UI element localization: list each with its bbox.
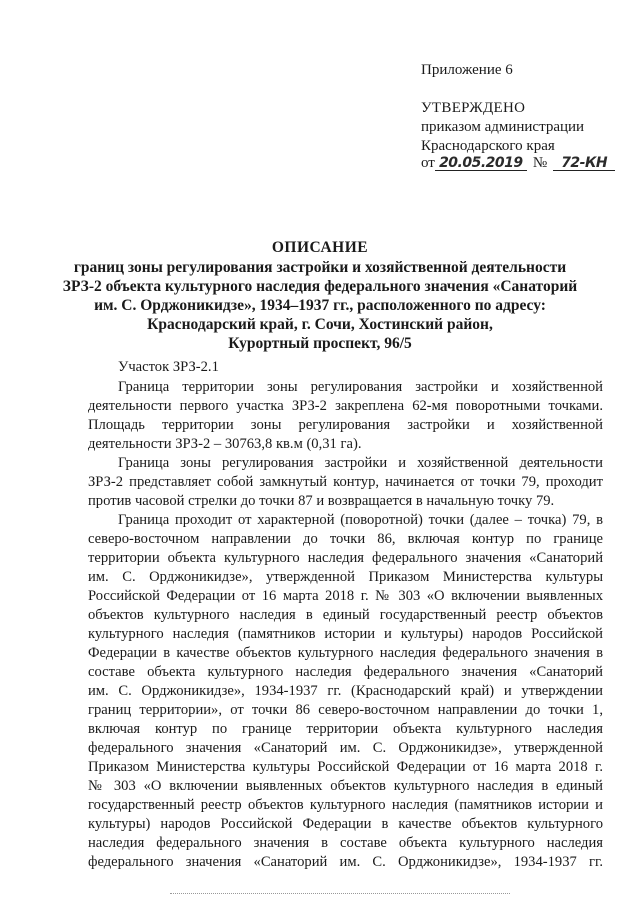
body-line: составе объекта культурного наследия федерального значения «Санаторий: [88, 664, 603, 680]
body-line: им. С. Орджоникидзе», 1934-1937 гг. (Краснодарский край) и утверждении: [88, 683, 603, 699]
title-line-3: им. С. Орджоникидзе», 1934–1937 гг., расположенного по адресу:: [94, 297, 546, 314]
scan-artifact: [170, 893, 510, 896]
from-prefix: от: [421, 155, 435, 171]
body-line: границ территории», от точки 86 северо-восточном направлении до точки 1,: [88, 702, 603, 718]
body-line: государственный реестр объектов культурного наследия (памятников истории и: [88, 797, 603, 813]
body-line: Приказом Министерства культуры Российской Федерации от 16 марта 2018 г.: [88, 759, 603, 775]
body-line: наследия федерального значения в составе объекта культурного наследия: [88, 835, 603, 851]
section-heading: Участок ЗРЗ-2.1: [118, 359, 219, 375]
order-line: приказом администрации: [421, 119, 585, 135]
body-line: федерального значения «Санаторий им. С. Орджоникидзе», утвержденной: [88, 740, 603, 756]
body-line: федерального значения «Санаторий им. С. Орджоникидзе», 1934-1937 гг.: [88, 854, 603, 870]
body-line: объектов культурного наследия в единый государственный реестр объектов: [88, 607, 603, 623]
body-line: Граница зоны регулирования застройки и хозяйственной деятельности: [118, 455, 603, 471]
title-line-2: ЗРЗ-2 объекта культурного наследия федерального значения «Санаторий: [62, 278, 578, 295]
body-line: деятельности ЗРЗ-2 – 30763,8 кв.м (0,31 га).: [88, 436, 362, 452]
number-prefix: №: [532, 155, 548, 171]
body-line: северо-восточном направлении до точки 86, включая контур по границе: [88, 531, 603, 547]
appendix-label: Приложение 6: [421, 62, 513, 78]
approved-label: УТВЕРЖДЕНО: [421, 100, 526, 116]
handwritten-date: 20.05.2019: [435, 156, 527, 171]
body-line: ЗРЗ-2 представляет собой замкнутый контур, начинается от точки 79, проходит: [88, 474, 603, 490]
body-line: № 303 «О включении выявленных объектов культурного наследия в единый: [88, 778, 603, 794]
body-line: Площадь территории зоны регулирования застройки и хозяйственной: [88, 417, 603, 433]
region-line: Краснодарского края: [421, 138, 555, 154]
title-line-1: границ зоны регулирования застройки и хозяйственной деятельности: [73, 259, 567, 276]
body-line: им. С. Орджоникидзе», утвержденной Приказом Министерства культуры: [88, 569, 603, 585]
body-line: Федерации в качестве объектов культурного наследия федерального значения в: [88, 645, 603, 661]
body-line: Российской Федерации от 16 марта 2018 г. № 303 «О включении выявленных: [88, 588, 603, 604]
body-line: Граница проходит от характерной (поворотной) точки (далее – точка) 79, в: [118, 512, 603, 528]
body-line: деятельности первого участка ЗРЗ-2 закреплена 62-мя поворотными точками.: [88, 398, 603, 414]
handwritten-number: 72-КН: [553, 156, 615, 171]
body-line: Граница территории зоны регулирования застройки и хозяйственной: [118, 379, 603, 395]
body-line: культурного наследия (памятников истории и культуры) народов Российской: [88, 626, 603, 642]
body-line: против часовой стрелки до точки 87 и возвращается в начальную точку 79.: [88, 493, 555, 509]
title-line-4: Краснодарский край, г. Сочи, Хостинский район,: [147, 316, 493, 333]
body-line: культуры) народов Российской Федерации в качестве объектов культурного: [88, 816, 603, 832]
body-line: включая контур по границе территории объекта культурного наследия: [88, 721, 603, 737]
title-line-5: Курортный проспект, 96/5: [228, 335, 412, 352]
order-date-number: [421, 153, 615, 173]
body-line: территории объекта культурного наследия федерального значения «Санаторий: [88, 550, 603, 566]
document-heading: ОПИСАНИЕ: [271, 239, 369, 256]
